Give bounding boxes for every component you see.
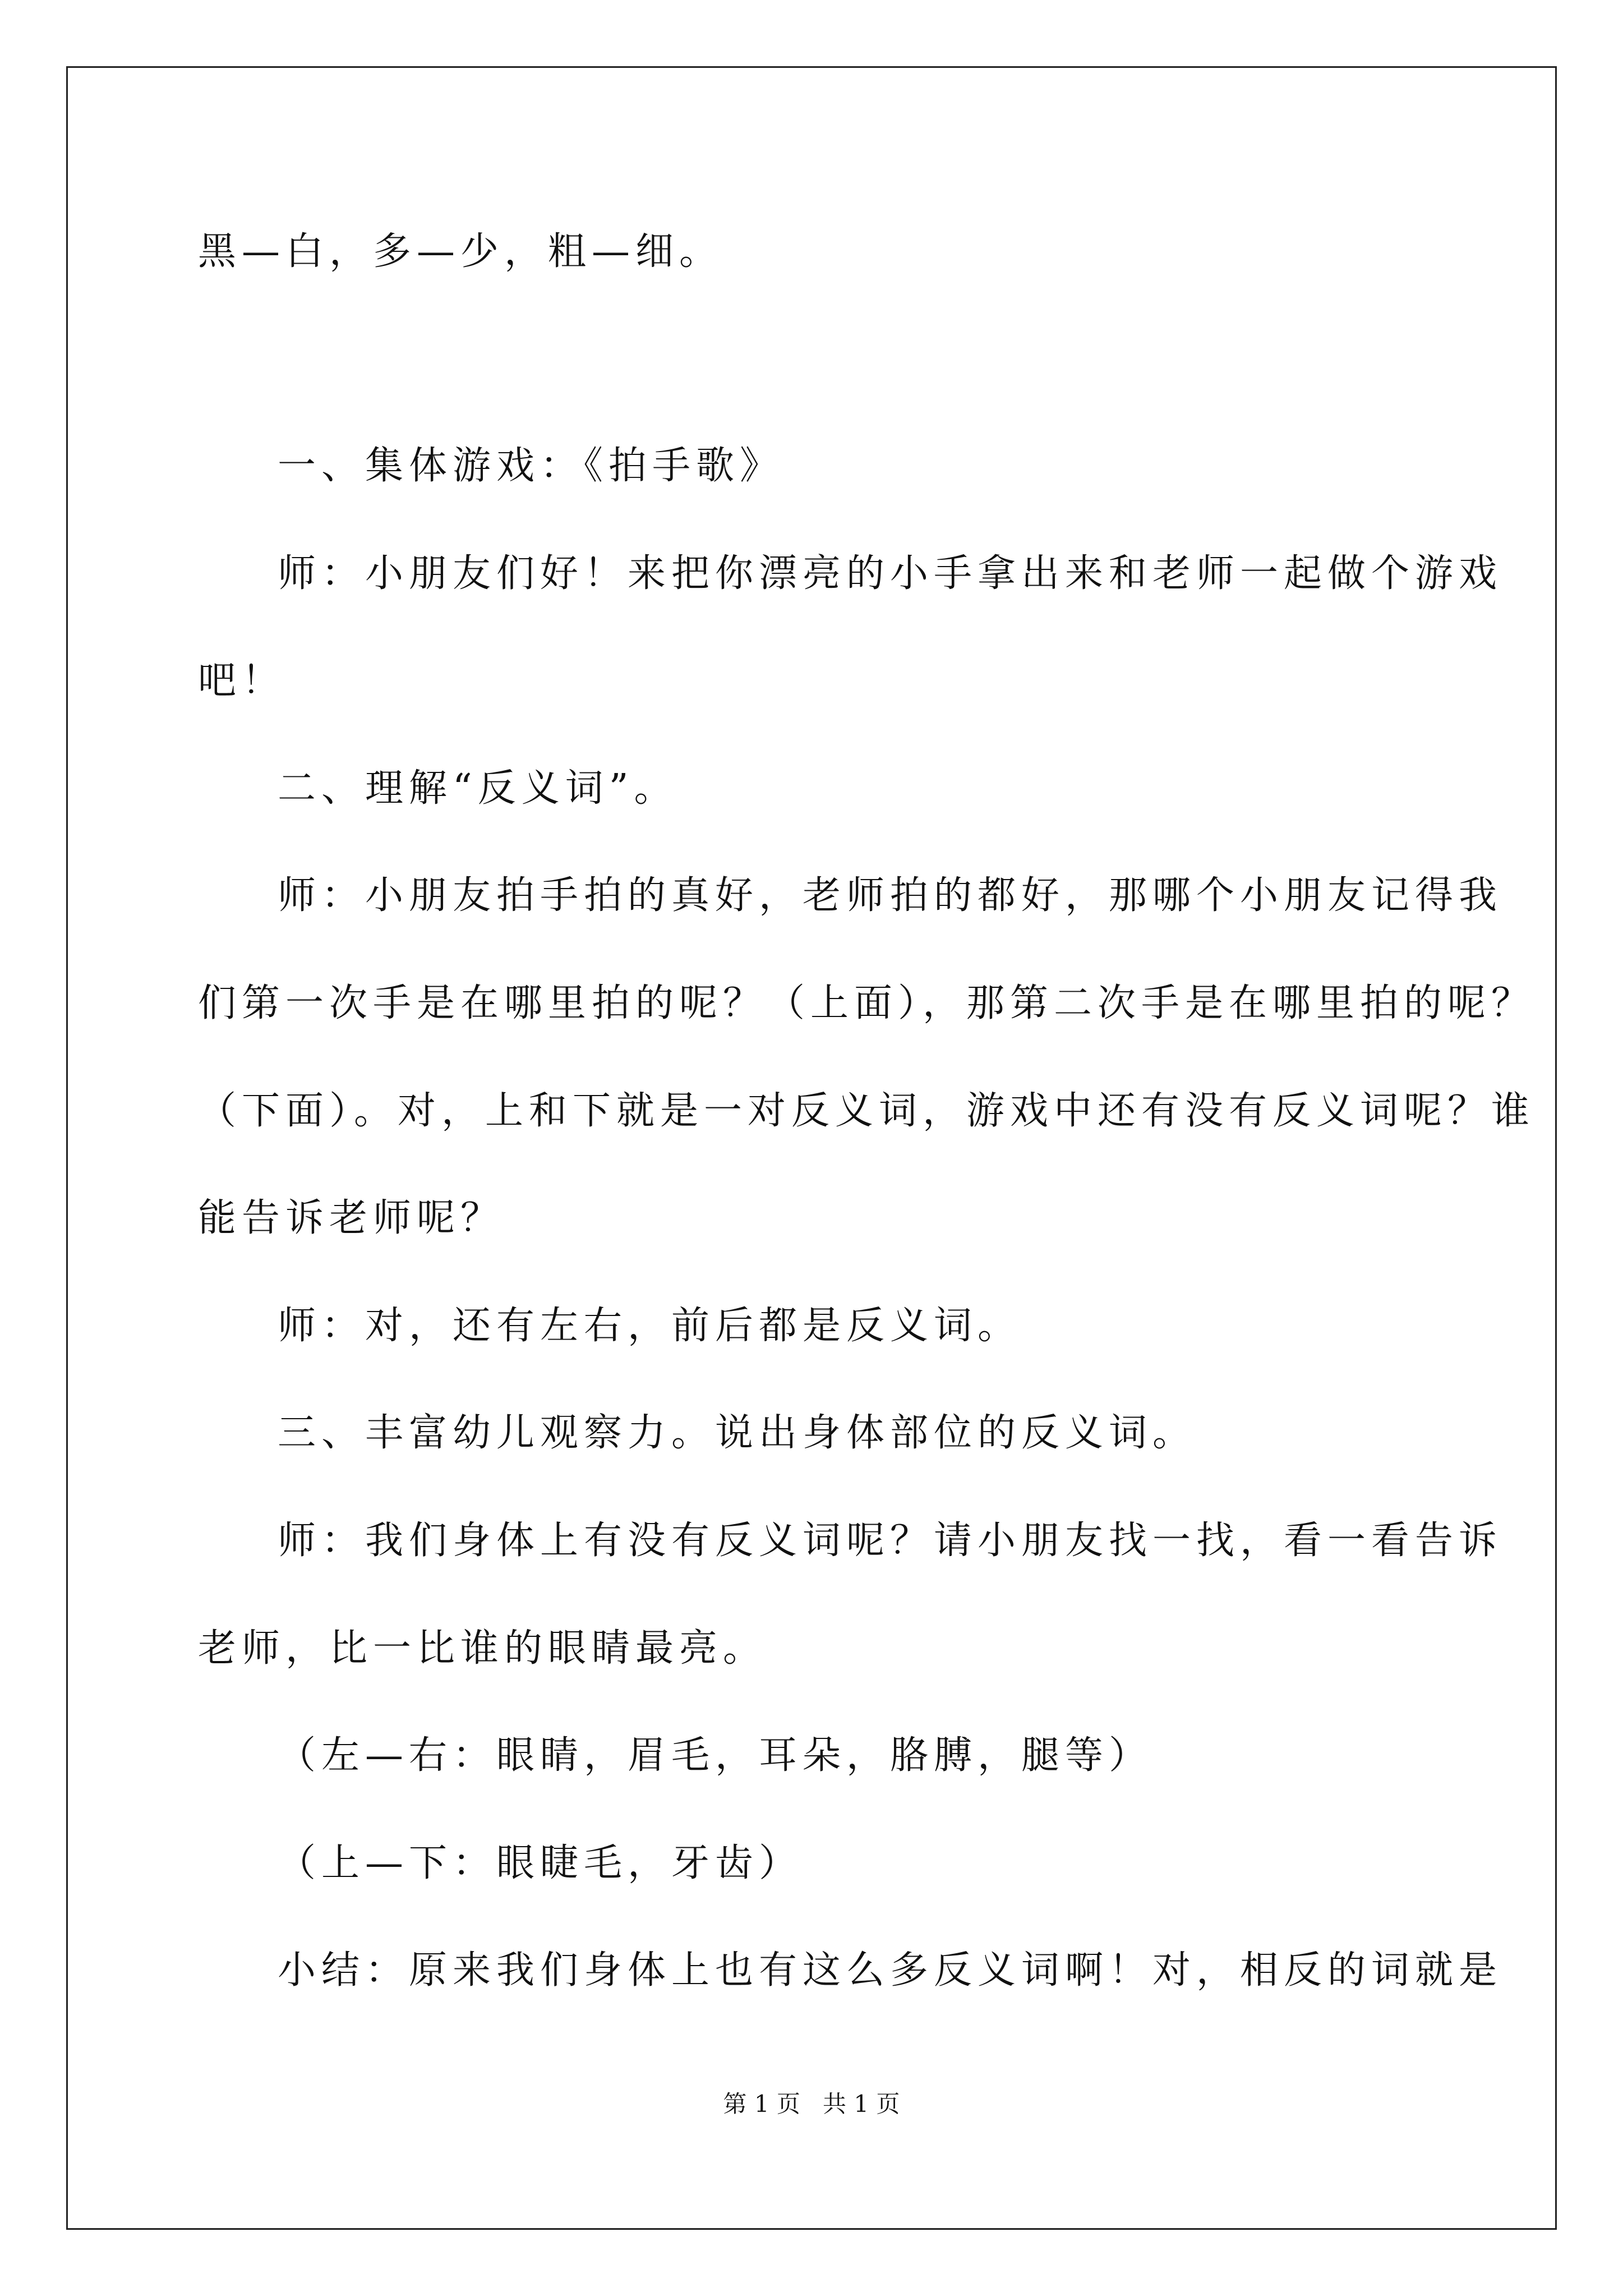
section-heading: 三、丰富幼儿观察力。说出身体部位的反义词。: [278, 1411, 1197, 1455]
text-line: 们第一次手是在哪里拍的呢？（上面），那第二次手是在哪里拍的呢？: [198, 981, 1536, 1025]
text-line: 黑—白，多—少，粗—细。: [198, 229, 723, 274]
section-heading: 一、集体游戏：《拍手歌》: [278, 444, 784, 488]
text-line: （上—下：眼睫毛，牙齿）: [278, 1841, 803, 1885]
text-line: 师：小朋友拍手拍的真好，老师拍的都好，那哪个小朋友记得我: [278, 873, 1503, 918]
text-line: 吧！: [198, 659, 286, 703]
text-line: 师：我们身体上有没有反义词呢？请小朋友找一找，看一看告诉: [278, 1519, 1503, 1563]
page-number-footer: 第 1 页 共 1 页: [723, 2090, 900, 2118]
text-line: 小结：原来我们身体上也有这么多反义词啊！对，相反的词就是: [278, 1948, 1503, 1993]
text-line: （下面）。对，上和下就是一对反义词，游戏中还有没有反义词呢？谁: [198, 1089, 1536, 1133]
text-line: 师：对，还有左右，前后都是反义词。: [278, 1304, 1022, 1348]
text-line: 老师，比一比谁的眼睛最亮。: [198, 1626, 767, 1671]
text-line: （左—右：眼睛，眉毛，耳朵，胳膊，腿等）: [278, 1733, 1153, 1778]
text-line: 能告诉老师呢？: [198, 1196, 505, 1240]
page-border: [66, 66, 1557, 2230]
text-line: 师：小朋友们好！来把你漂亮的小手拿出来和老师一起做个游戏: [278, 551, 1503, 596]
section-heading: 二、理解“反义词”。: [278, 766, 678, 811]
